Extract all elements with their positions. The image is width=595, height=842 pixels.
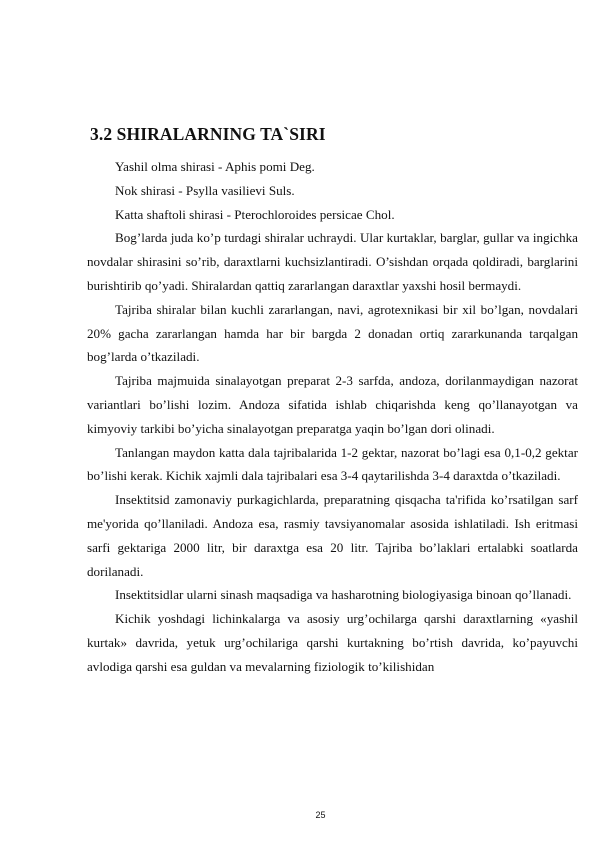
paragraph: Bog’larda juda ko’p turdagi shiralar uchraydi. Ular kurtaklar, barglar, gullar va ingichka novdalar shirasini so’rib, daraxtlarni kuchsizlantiradi. O’sishdan orqada qoldiradi, barglarini burishtirib qo’yadi. Shiralardan qattiq zararlangan daraxtlar yaxshi hosil bermaydi. [87,230,578,293]
page-number: 25 [315,810,326,820]
paragraph: Tajriba shiralar bilan kuchli zararlangan, navi, agrotexnikasi bir xil bo’lgan, novdalari 20% gacha zararlangan hamda har bir bargda 2 donadan ortiq zararkunanda tarqalgan bog’larda o’tkaziladi. [87,301,578,365]
paragraph: Tajriba majmuida sinalayotgan preparat 2-3 sarfda, andoza, dorilanmaydigan nazorat variantlari bo’lishi lozim. Andoza sifatida ishlab chiqarishda keng qo’llanayotgan va kimyoviy tarkibi bo’yicha sinalayotgan preparatga yaqin bo’lgan dori olinadi. [87,373,578,436]
section-heading: 3.2 SHIRALARNING TA`SIRI [90,124,326,144]
body-text [87,155,578,679]
paragraph: Kichik yoshdagi lichinkalarga va asosiy urg’ochilarga qarshi daraxtlarning «yashil kurtak» davrida, yetuk urg’ochilariga qarshi kurtakning bo’rtish davrida, ko’payuvchi avlodiga qarshi esa guldan va mevalarning fiziologik to’kilishidan [87,611,578,674]
paragraph: Tanlangan maydon katta dala tajribalarida 1-2 gektar, nazorat bo’lagi esa 0,1-0,2 gektar bo’lishi kerak. Kichik xajmli dala tajribalari esa 3-4 qaytarilishda 3-4 daraxtda o’tkaziladi. [87,444,578,484]
paragraph: Insektitsidlar ularni sinash maqsadiga va hasharotning biologiyasiga binoan qo’llanadi. [115,587,572,603]
species-line: Nok shirasi - Psylla vasilievi Suls. [115,182,295,198]
paragraph: Insektitsid zamonaviy purkagichlarda, preparatning qisqacha ta'rifida ko’rsatilgan sarf me'yorida qo’llaniladi. Andoza esa, rasmiy tavsiyanomalar asosida ishlatiladi. Ish eritmasi sarfi gektariga 2000 litr, bir daraxtga esa 20 litr. Tajriba bo’laklari ertalabki soatlarda dorilanadi. [87,492,578,579]
species-line: Katta shaftoli shirasi - Pterochloroides persicae Chol. [115,206,395,222]
species-line: Yashil olma shirasi - Aphis pomi Deg. [115,159,315,174]
